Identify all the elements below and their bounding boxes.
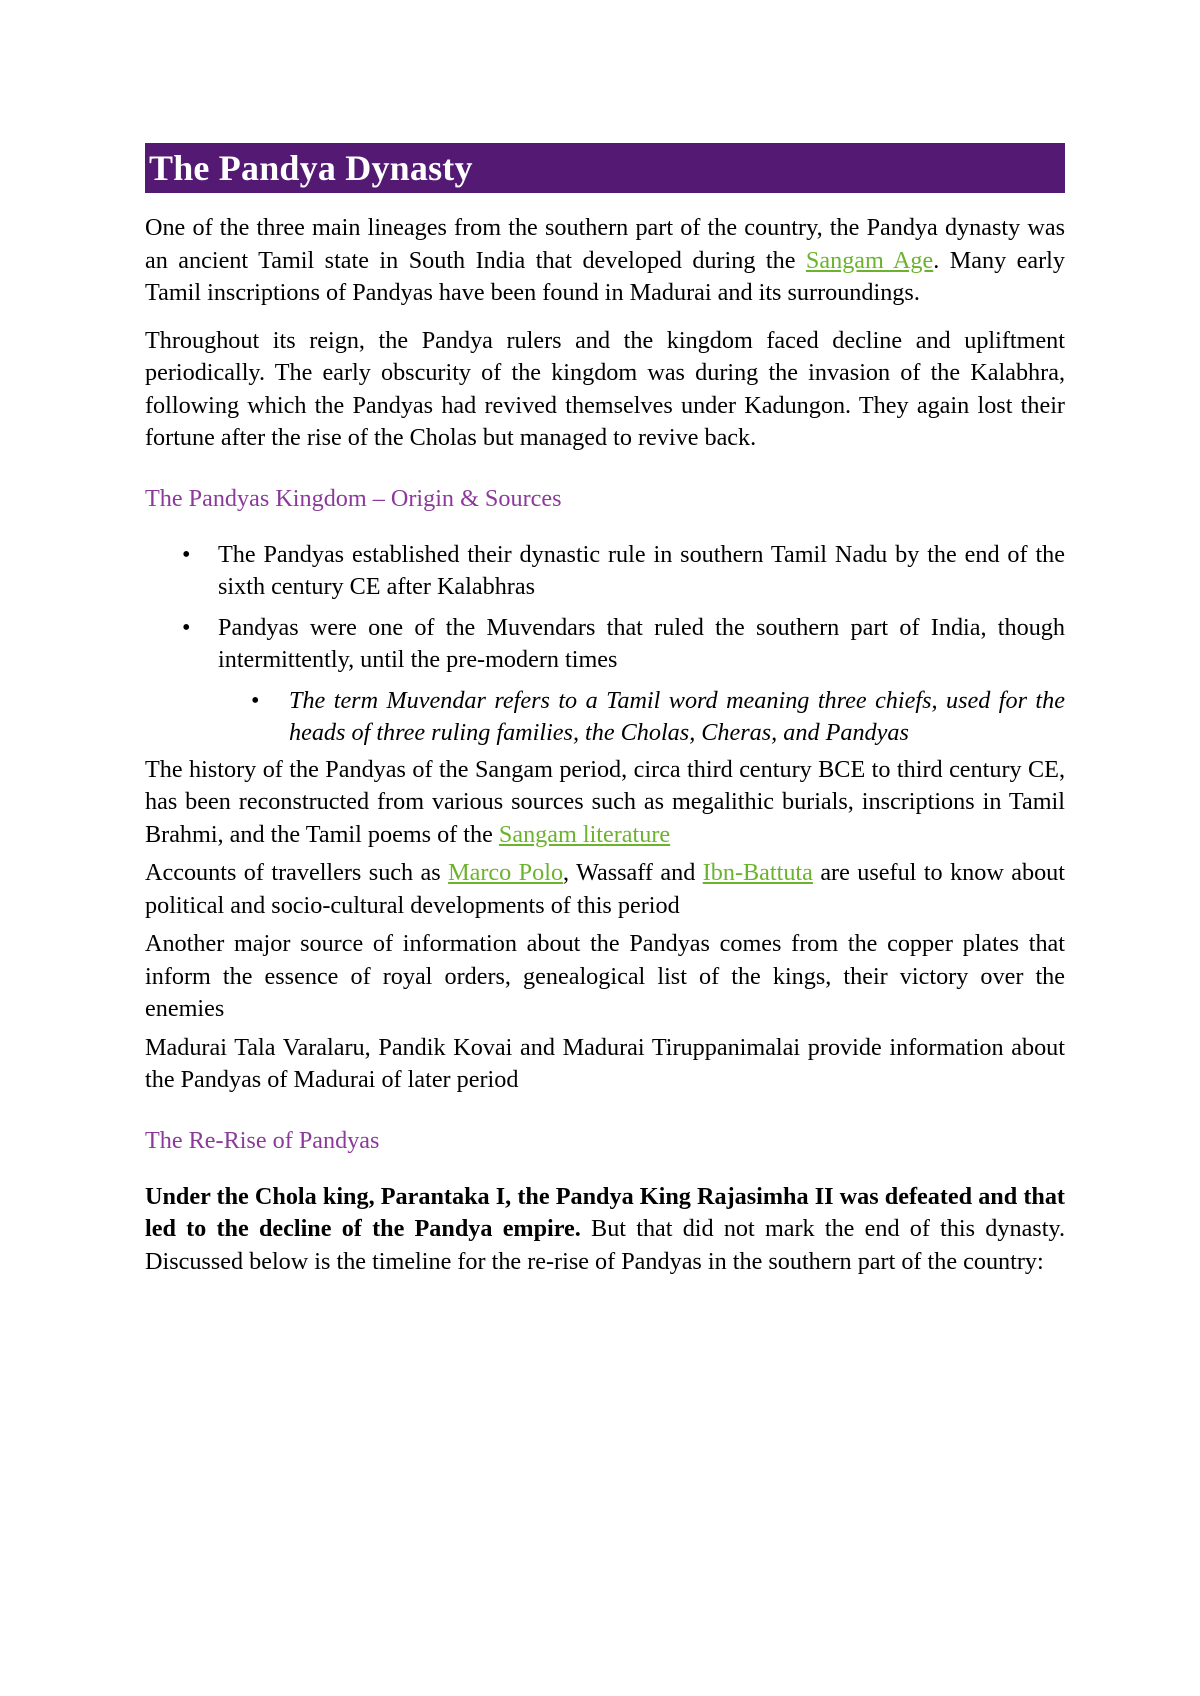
origin-bullet-list: [145, 539, 1065, 750]
section-heading-origin: The Pandyas Kingdom – Origin & Sources: [145, 484, 562, 512]
list-item: [145, 539, 1065, 604]
sub-list-item: [145, 685, 1065, 750]
page-title: The Pandya Dynasty: [149, 148, 473, 188]
intro-text-cont: . Many early Tamil inscriptions of Pandyas have been found in Madurai and its surroundings.: [145, 246, 1065, 306]
list-item-text: Pandyas were one of the Muvendars that ruled the southern part of India, though intermittently, until the pre-modern times: [218, 613, 1065, 673]
document-page: [145, 143, 1065, 1278]
intro-text: One of the three main lineages from the southern part of the country, the Pandya dynasty was an ancient Tamil state in South India that developed during the: [145, 214, 1065, 274]
travellers-text-mid: , Wassaff and: [563, 859, 703, 886]
list-item-text: The Pandyas established their dynastic rule in southern Tamil Nadu by the end of the sixth century CE after Kalabhras: [218, 540, 1065, 600]
madurai-sources-paragraph: Madurai Tala Varalaru, Pandik Kovai and Madurai Tiruppanimalai provide information about the Pandyas of Madurai of later period: [145, 1033, 1065, 1093]
bullet-icon: •: [182, 540, 191, 568]
title-bar: [145, 143, 1065, 193]
history-paragraph: [145, 754, 1065, 852]
travellers-text: Accounts of travellers such as: [145, 859, 449, 886]
copper-plates-paragraph: Another major source of information about the Pandyas comes from the copper plates that inform the essence of royal orders, genealogical list of the kings, their victory over the enemies: [145, 930, 1065, 1022]
ibn-battuta-link[interactable]: Ibn-Battuta: [702, 859, 813, 886]
bullet-icon: •: [251, 686, 260, 714]
intro-paragraph-2: Throughout its reign, the Pandya rulers and the kingdom faced decline and upliftment periodically. The early obscurity of the kingdom was during the invasion of the Kalabhra, following which the Pandyas had revived themselves under Kadungon. They again lost their fortune after the rise of the Cholas but managed to revive back.: [145, 326, 1065, 451]
bullet-icon: •: [182, 613, 191, 641]
rerise-bold-text: Under the Chola king, Parantaka I, the Pandya King Rajasimha II was defeated and that led to the decline of the Pandya empire.: [145, 1182, 1065, 1242]
sangam-literature-link[interactable]: Sangam literature: [498, 820, 671, 848]
section-heading-rerise: The Re-Rise of Pandyas: [145, 1126, 380, 1154]
history-text: The history of the Pandyas of the Sangam period, circa third century BCE to third century CE, has been reconstructed from various sources such as megalithic burials, inscriptions in Tamil Brahmi, and the Tamil poems of the: [145, 755, 1065, 848]
rerise-text: But that did not mark the end of this dynasty. Discussed below is the timeline for the re-rise of Pandyas in the southern part of the country:: [145, 1215, 1066, 1275]
rerise-paragraph: [145, 1181, 1065, 1279]
sangam-age-link[interactable]: Sangam Age: [805, 246, 934, 274]
marco-polo-link[interactable]: Marco Polo: [448, 859, 564, 886]
travellers-text-end: are useful to know about political and socio-cultural developments of this period: [145, 859, 1065, 919]
sub-list-item-text: The term Muvendar refers to a Tamil word meaning three chiefs, used for the heads of three ruling families, the Cholas, Cheras, and Pandyas: [289, 686, 1065, 746]
intro-paragraph-1: [145, 212, 1065, 310]
travellers-paragraph: [145, 857, 1065, 922]
list-item: [145, 612, 1065, 677]
